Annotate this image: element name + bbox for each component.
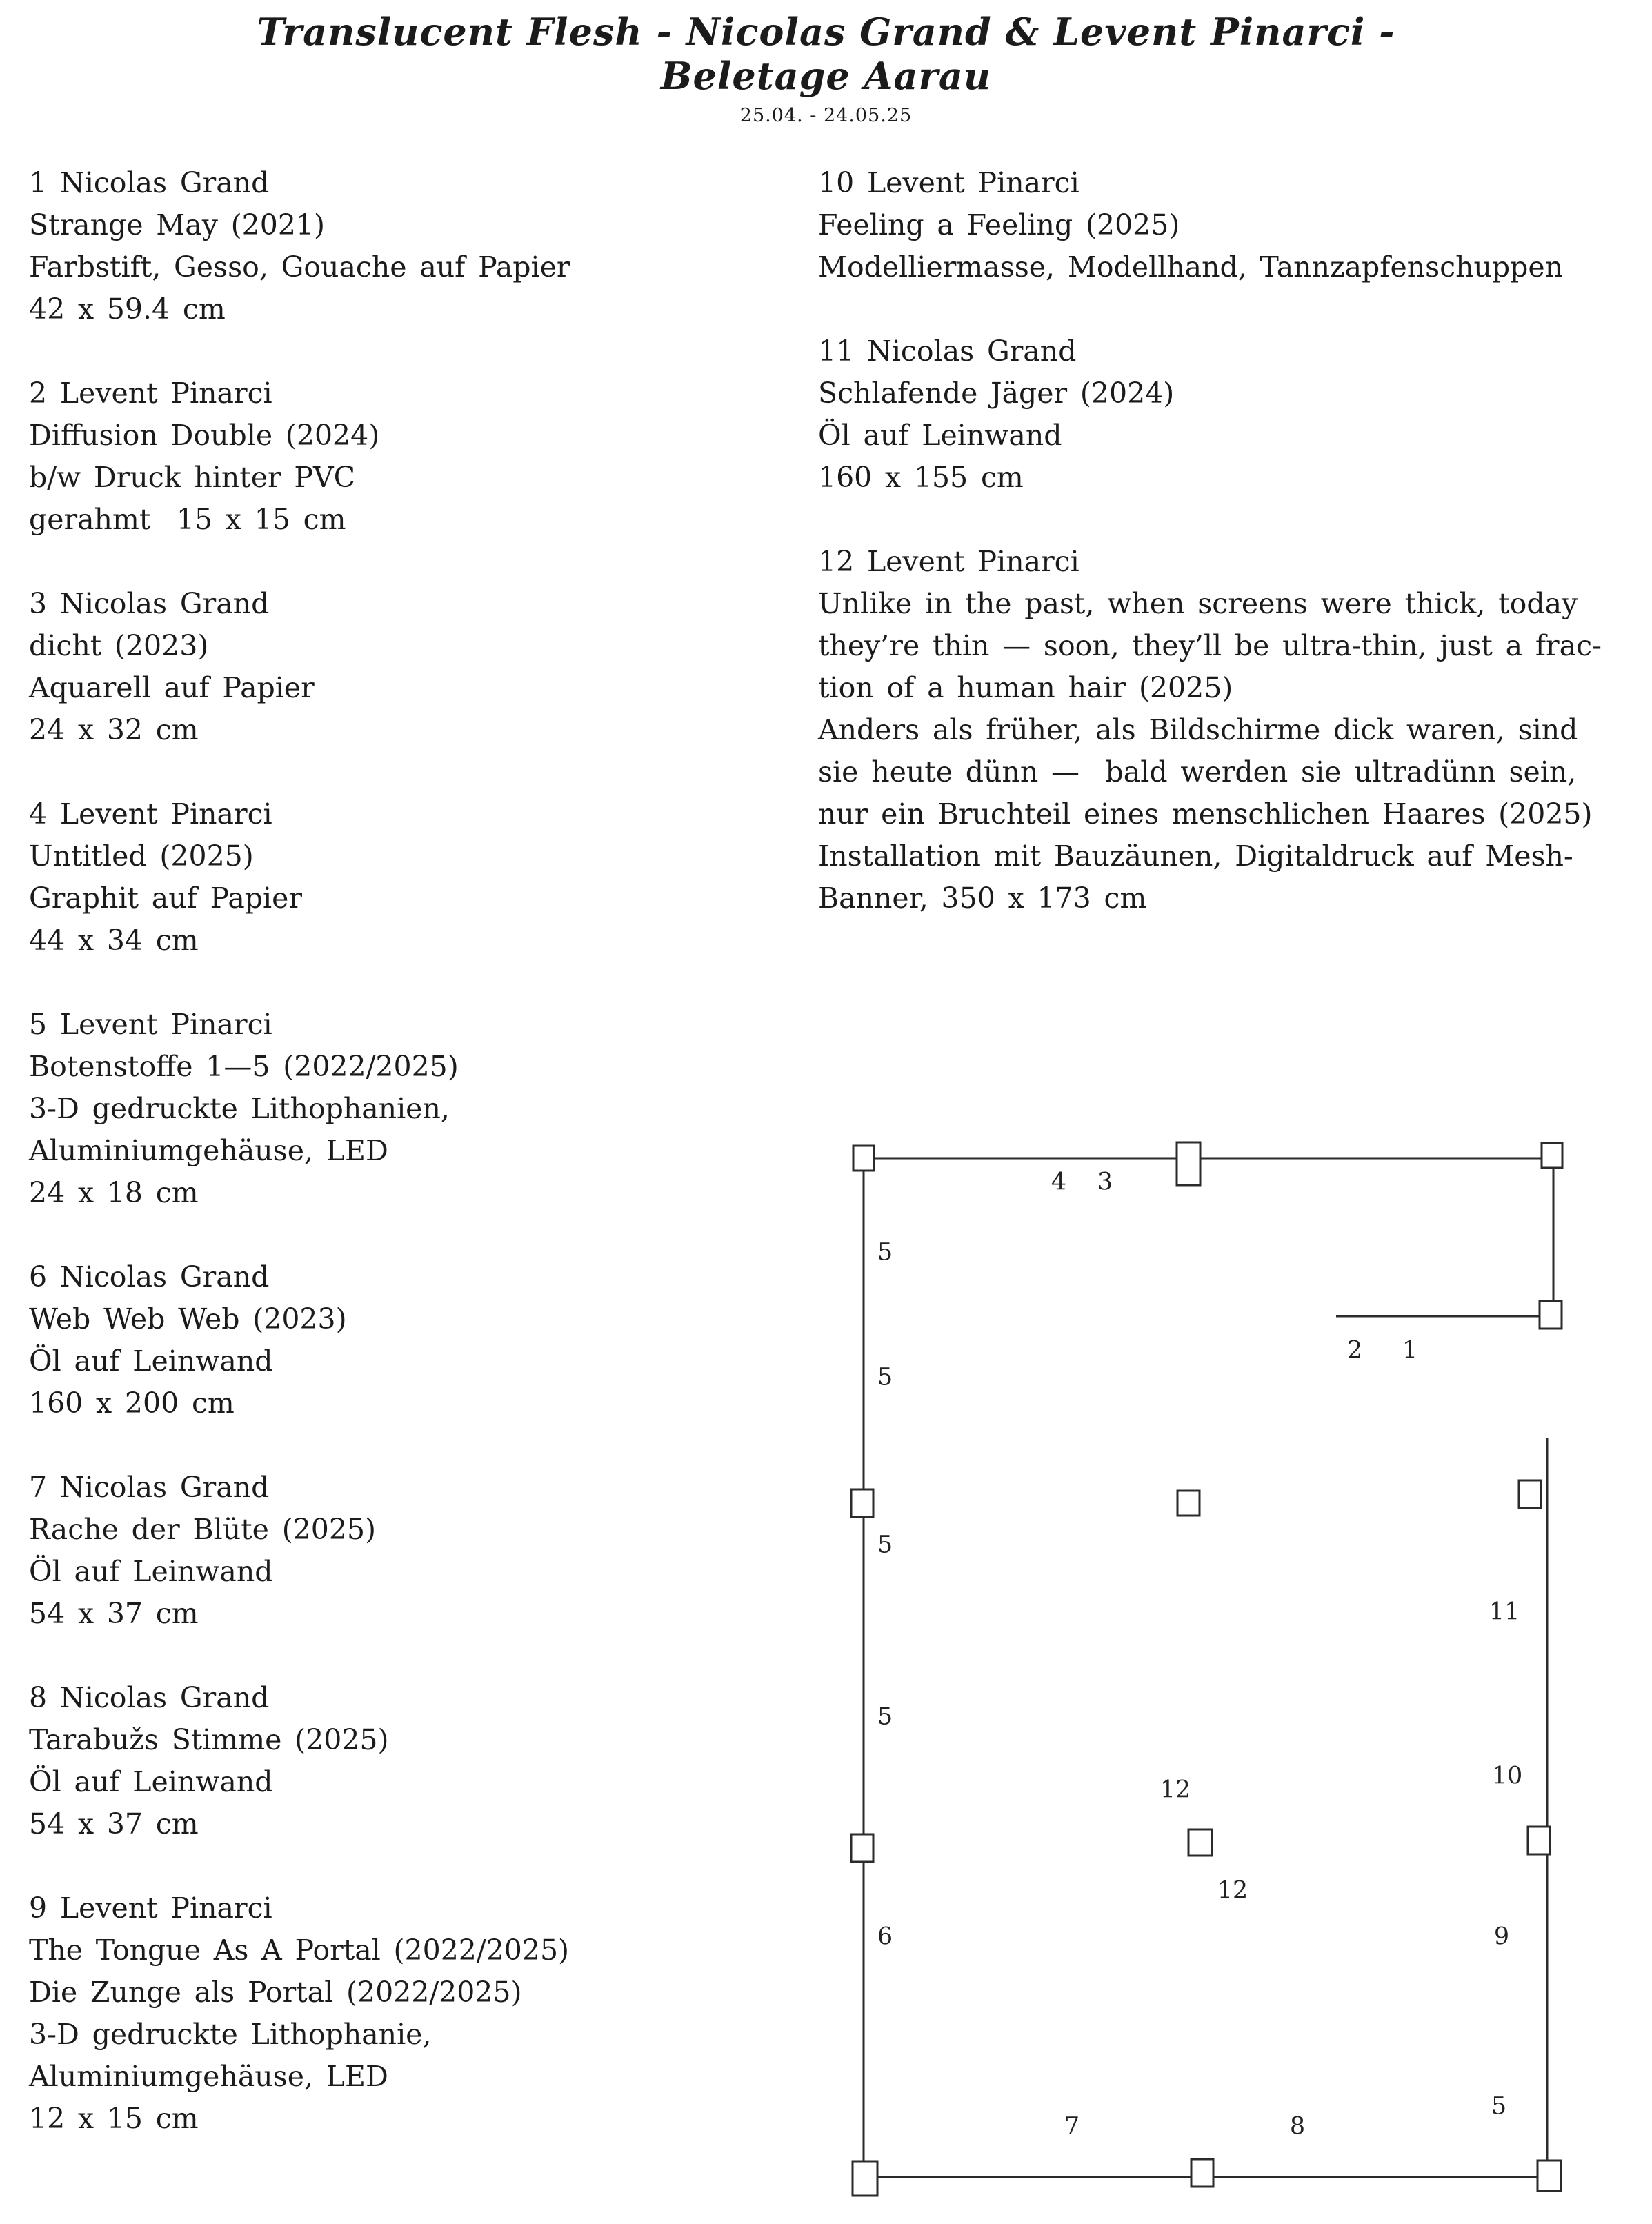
artwork-entry-line: Botenstoffe 1—5 (2022/2025)	[29, 1050, 459, 1083]
artwork-entry-line: 5 Levent Pinarci	[29, 1008, 272, 1041]
artwork-entry-line: Strange May (2021)	[29, 208, 325, 241]
artwork-entry	[29, 583, 802, 751]
floorplan-label: 6	[877, 1923, 893, 1951]
artwork-entry-line: Aluminiumgehäuse, LED	[29, 1134, 388, 1167]
floorplan-label: 5	[877, 1238, 893, 1267]
artwork-entry	[29, 1887, 802, 2140]
floorplan-label: 11	[1489, 1598, 1520, 1626]
floorplan-label: 2	[1346, 1336, 1363, 1364]
artwork-entry-line: 160 x 200 cm	[29, 1387, 235, 1420]
artwork-entry	[29, 1004, 802, 1214]
exhibition-title-line2: Beletage Aarau	[660, 54, 992, 98]
artwork-entry-line: Installation mit Bauzäunen, Digitaldruck auf Mesh-	[818, 840, 1573, 873]
artwork-entry-line: Untitled (2025)	[29, 840, 254, 873]
artwork-entry-line: 11 Nicolas Grand	[818, 335, 1077, 368]
artwork-entry-line: 4 Levent Pinarci	[29, 797, 272, 831]
artwork-entry-line: 54 x 37 cm	[29, 1597, 199, 1630]
exhibition-title-line1: Translucent Flesh - Nicolas Grand & Levent Pinarci -	[257, 10, 1395, 54]
artwork-entry-line: 42 x 59.4 cm	[29, 292, 226, 326]
artwork-entry-line: gerahmt 15 x 15 cm	[29, 503, 346, 536]
artwork-entry-line: Unlike in the past, when screens were thick, today	[818, 587, 1578, 620]
artwork-entry-line: The Tongue As A Portal (2022/2025)	[29, 1934, 570, 1967]
artwork-entry-line: Anders als früher, als Bildschirme dick waren, sind	[818, 713, 1578, 746]
floorplan-label: 12	[1160, 1776, 1191, 1804]
floorplan-label: 7	[1064, 2112, 1080, 2141]
document-header	[0, 10, 1652, 126]
artwork-entry-line: 1 Nicolas Grand	[29, 166, 270, 199]
floorplan-label: 5	[877, 1702, 893, 1731]
floorplan-label: 8	[1289, 2112, 1306, 2141]
artwork-entry-line: 8 Nicolas Grand	[29, 1681, 270, 1714]
artwork-entry-line: 3-D gedruckte Lithophanie,	[29, 2018, 432, 2051]
artwork-entry-line: 12 x 15 cm	[29, 2102, 199, 2135]
artwork-entry-line: tion of a human hair (2025)	[818, 671, 1233, 704]
artwork-entry-line: sie heute dünn — bald werden sie ultradünn sein,	[818, 755, 1577, 788]
artwork-entry-line: Farbstift, Gesso, Gouache auf Papier	[29, 250, 570, 284]
artwork-entry	[29, 373, 802, 541]
artwork-entry-line: Aluminiumgehäuse, LED	[29, 2060, 388, 2093]
floorplan-label: 5	[877, 1363, 893, 1391]
floorplan-label: 3	[1097, 1168, 1113, 1196]
artwork-entry-line: nur ein Bruchteil eines menschlichen Haares (2025)	[818, 797, 1593, 831]
artwork-entry-line: Feeling a Feeling (2025)	[818, 208, 1180, 241]
artwork-entry-line: Aquarell auf Papier	[29, 671, 315, 704]
artwork-entry	[29, 793, 802, 962]
artwork-entry-line: 6 Nicolas Grand	[29, 1260, 270, 1293]
artwork-entry-line: 10 Levent Pinarci	[818, 166, 1079, 199]
artwork-entry	[29, 1467, 802, 1635]
artwork-entry-line: Graphit auf Papier	[29, 882, 303, 915]
artwork-entry-line: 7 Nicolas Grand	[29, 1471, 270, 1504]
artwork-entry-line: Öl auf Leinwand	[29, 1555, 273, 1588]
floorplan-label: 4	[1051, 1168, 1067, 1196]
floorplan-label: 1	[1402, 1336, 1418, 1364]
right-column	[818, 162, 1642, 962]
floorplan-label: 12	[1217, 1876, 1248, 1905]
artwork-entry-line: Modelliermasse, Modellhand, Tannzapfenschuppen	[818, 250, 1564, 284]
left-column	[29, 162, 802, 2182]
artwork-entry-line: Web Web Web (2023)	[29, 1302, 347, 1336]
artwork-entry-line: 24 x 18 cm	[29, 1176, 199, 1209]
artwork-entry-line: Öl auf Leinwand	[29, 1344, 273, 1378]
floorplan-label: 9	[1493, 1923, 1510, 1951]
exhibition-dates: 25.04. - 24.05.25	[739, 105, 913, 126]
artwork-entry-line: Öl auf Leinwand	[818, 419, 1062, 452]
artwork-entry-line: Öl auf Leinwand	[29, 1765, 273, 1798]
artwork-entry-line: 54 x 37 cm	[29, 1807, 199, 1840]
artwork-entry-line: b/w Druck hinter PVC	[29, 461, 355, 494]
artwork-entry	[29, 1256, 802, 1424]
artwork-entry-line: Diffusion Double (2024)	[29, 419, 380, 452]
artwork-entry	[29, 1677, 802, 1845]
floorplan	[845, 1138, 1576, 2204]
artwork-entry-line: 9 Levent Pinarci	[29, 1892, 272, 1925]
artwork-entry	[818, 541, 1642, 920]
artwork-entry-line: they’re thin — soon, they’ll be ultra-thin, just a frac-	[818, 629, 1602, 662]
floorplan-label: 5	[1491, 2092, 1507, 2121]
artwork-entry-line: 44 x 34 cm	[29, 924, 199, 957]
floorplan-label: 10	[1491, 1762, 1523, 1790]
floorplan-labels	[845, 1138, 1576, 2204]
artwork-entry-line: Tarabužs Stimme (2025)	[29, 1723, 389, 1756]
artwork-entry-line: Banner, 350 x 173 cm	[818, 882, 1147, 915]
artwork-entry-line: 3 Nicolas Grand	[29, 587, 270, 620]
floorplan-label: 5	[877, 1531, 893, 1559]
artwork-entry-line: Die Zunge als Portal (2022/2025)	[29, 1976, 522, 2009]
artwork-entry-line: dicht (2023)	[29, 629, 209, 662]
artwork-entry-line: 3-D gedruckte Lithophanien,	[29, 1092, 450, 1125]
artwork-entry	[29, 162, 802, 330]
artwork-entry-line: Rache der Blüte (2025)	[29, 1513, 377, 1546]
artwork-entry-line: 160 x 155 cm	[818, 461, 1024, 494]
artwork-entry	[818, 162, 1642, 288]
artwork-entry-line: 24 x 32 cm	[29, 713, 199, 746]
artwork-entry-line: Schlafende Jäger (2024)	[818, 377, 1175, 410]
artwork-entry	[818, 330, 1642, 499]
artwork-entry-line: 12 Levent Pinarci	[818, 545, 1079, 578]
artwork-entry-line: 2 Levent Pinarci	[29, 377, 272, 410]
